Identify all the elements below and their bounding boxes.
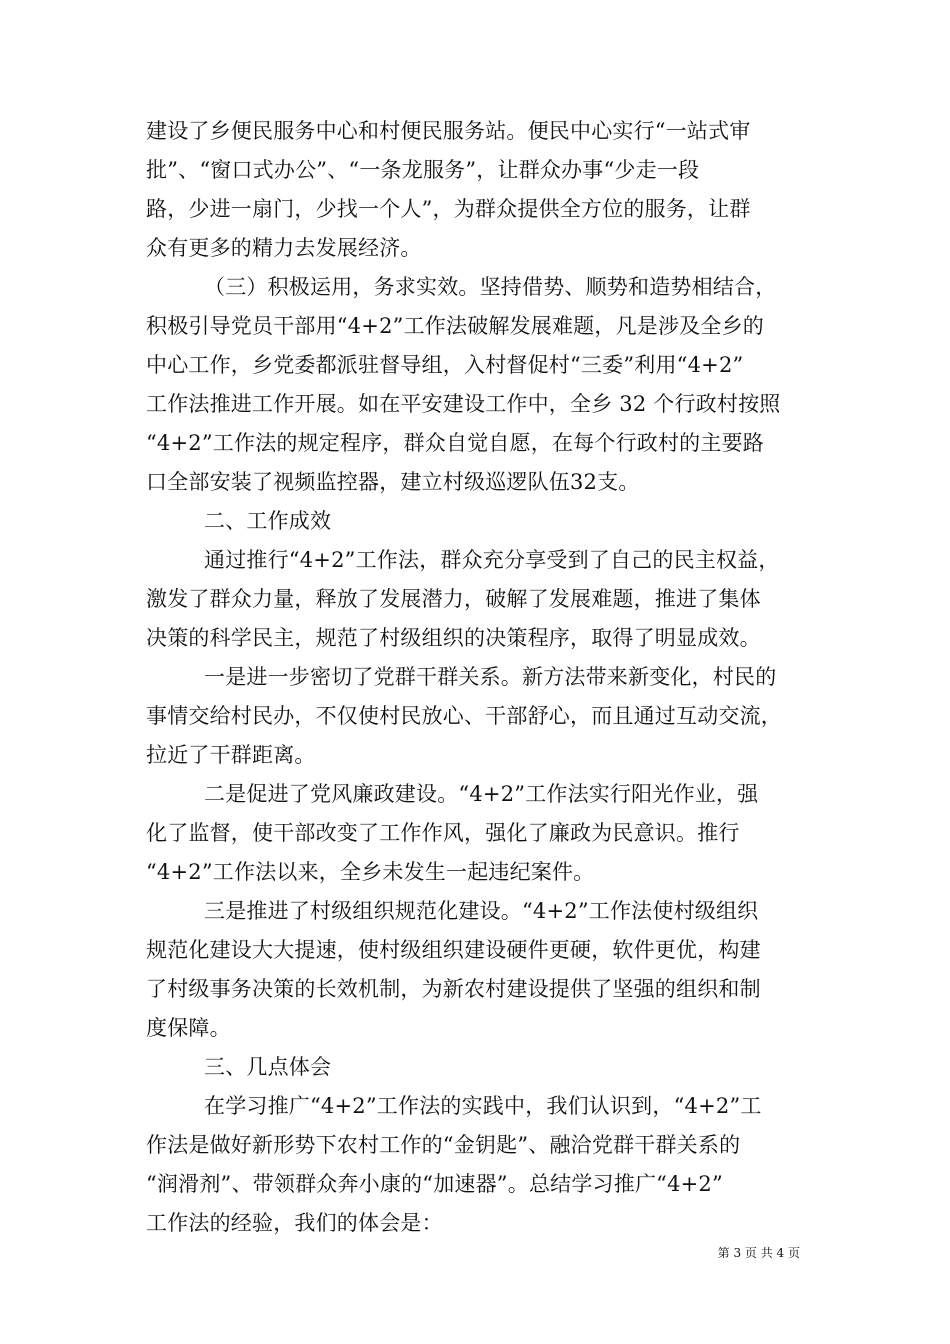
- text-line: （三）积极运用，务求实效。坚持借势、顺势和造势相结合，: [204, 275, 777, 299]
- text-line: 作法是做好新形势下农村工作的“金钥匙”、融洽党群干群关系的: [146, 1133, 741, 1157]
- text-line: 建设了乡便民服务中心和村便民服务站。便民中心实行“一站式审: [146, 119, 751, 143]
- text-line: “4+2”工作法以来，全乡未发生一起违纪案件。: [146, 860, 595, 884]
- section-heading: 二、工作成效: [204, 509, 332, 533]
- text-line: 度保障。: [146, 1016, 231, 1040]
- text-line: 化了监督，使干部改变了工作作风，强化了廉政为民意识。推行: [146, 821, 740, 845]
- section-heading: 三、几点体会: [204, 1055, 332, 1079]
- text-line: 工作法的经验，我们的体会是：: [146, 1211, 443, 1235]
- text-line: “润滑剂”、带领群众奔小康的“加速器”。总结学习推广“4+2”: [146, 1172, 723, 1196]
- text-line: 中心工作，乡党委都派驻督导组，入村督促村“三委”利用“4+2”: [146, 353, 744, 377]
- text-line: 众有更多的精力去发展经济。: [146, 236, 422, 260]
- text-line: 路，少进一扇门，少找一个人”，为群众提供全方位的服务，让群: [146, 197, 751, 221]
- text-line: 三是推进了村级组织规范化建设。“4+2”工作法使村级组织: [204, 899, 759, 923]
- text-line: 事情交给村民办，不仅使村民放心、干部舒心，而且通过互动交流，: [146, 704, 782, 728]
- text-line: 决策的科学民主，规范了村级组织的决策程序，取得了明显成效。: [146, 626, 761, 650]
- text-line: 口全部安装了视频监控器，建立村级巡逻队伍32支。: [146, 470, 640, 494]
- document-body: [146, 112, 806, 1243]
- page-number: 第 3 页 共 4 页: [717, 1246, 800, 1260]
- text-line: 批”、“窗口式办公”、“一条龙服务”，让群众办事“少走一段: [146, 158, 700, 182]
- text-line: 一是进一步密切了党群干群关系。新方法带来新变化，村民的: [204, 665, 777, 689]
- text-line: 通过推行“4+2”工作法，群众充分享受到了自己的民主权益，: [204, 548, 780, 572]
- text-line: 工作法推进工作开展。如在平安建设工作中，全乡 32 个行政村按照: [146, 392, 781, 416]
- text-line: 积极引导党员干部用“4+2”工作法破解发展难题，凡是涉及全乡的: [146, 314, 764, 338]
- text-line: 拉近了干群距离。: [146, 743, 316, 767]
- text-line: “4+2”工作法的规定程序，群众自觉自愿，在每个行政村的主要路: [146, 431, 764, 455]
- text-line: 激发了群众力量，释放了发展潜力，破解了发展难题，推进了集体: [146, 587, 761, 611]
- text-line: 规范化建设大大提速，使村级组织建设硬件更硬，软件更优，构建: [146, 938, 761, 962]
- text-line: 二是促进了党风廉政建设。“4+2”工作法实行阳光作业，强: [204, 782, 759, 806]
- text-line: 在学习推广“4+2”工作法的实践中，我们认识到，“4+2”工: [204, 1094, 762, 1118]
- text-line: 了村级事务决策的长效机制，为新农村建设提供了坚强的组织和制: [146, 977, 761, 1001]
